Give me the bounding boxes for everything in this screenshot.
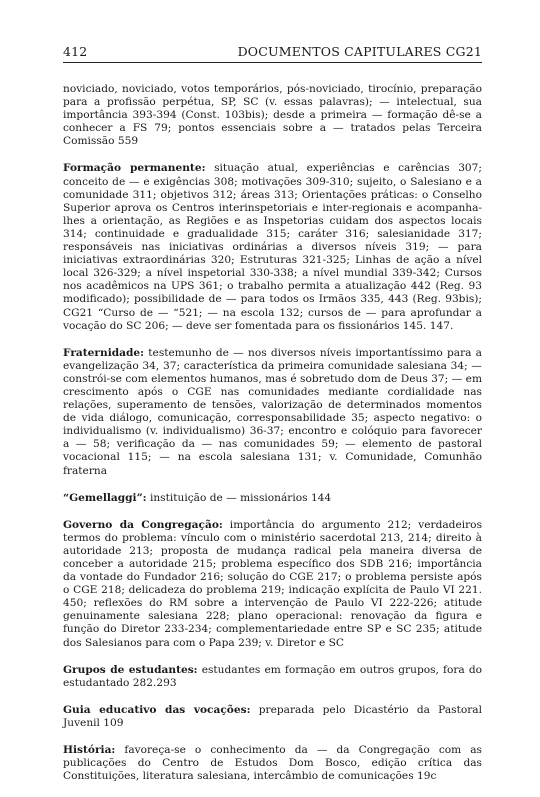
entry-text: testemunho de — nos diversos níveis importantíssimo para a evangelização 34, 37; característica da primeira comunidade salesiana 34; — constrói-se com elementos humanos, mas é sobretudo dom de Deus 37; — em crescimento após o CGE nas comunidades mediante cordialidade nas relações, superamento de tensões, valorização de determinados momentos de vida diálogo, comunicação, corresponsabilidade 35; aspecto negativo: o individualismo (v. individualismo) 36-37; encontro e colóquio para favorecer a — 58; verificação da — nas comunidades 59; — elemento de pastoral vocacional 115; — na escola salesiana 131; v. Comunidade, Comunhão fraterna	[63, 346, 482, 477]
page-number: 412	[63, 44, 88, 59]
index-entry	[63, 162, 482, 332]
entry-term: Governo da Congregação:	[63, 518, 223, 531]
entry-term: Formação permanente:	[63, 162, 206, 175]
entry-text: instituição de — missionários 144	[146, 491, 332, 504]
index-entry	[63, 83, 482, 148]
index-entry	[63, 664, 482, 690]
entry-text: situação atual, experiências e carências 307; conceito de — e exigências 308; motivações 309-310; sujeito, o Salesiano e a comunidade 311; objetivos 312; áreas 313; Orientações práticas: o Conselho Superior aprova os Centros interinspetoriais e inter-regionais e acompanha-lhes a orientação, as Regiões e as Inspetorias cuidam dos aspectos locais 314; continuidade e gradualidade 315; caráter 316; salesianidade 317; responsáveis nas iniciativas ordinárias a diversos níveis 319; — para iniciativas extraordinárias 320; Estruturas 321-325; Linhas de ação a nível local 326-329; a nível inspetorial 330-338; a nível mundial 339-342; Cursos nos acadêmicos na UPS 361; o trabalho permita a atualização 442 (Reg. 93 modificado); possibilidade de — para todos os Irmãos 335, 443 (Reg. 93bis); CG21 “Curso de — “521; — na escola 132; cursos de — para aprofundar a vocação do SC 206; — deve ser fomentada para os fissionários 145. 147.	[63, 162, 482, 332]
index-entry	[63, 704, 482, 730]
index-entry	[63, 519, 482, 650]
index-entry	[63, 744, 482, 783]
entry-text: importância do argumento 212; verdadeiros termos do problema: vínculo com o ministério sacerdotal 213, 214; direito à autoridade 213; proposta de mudança radical pela maneira diversa de conceber a autoridade 215; problema específico dos SDB 216; importância da vontade do Fundador 216; solução do CGE 217; o problema persiste após o CGE 218; delicadeza do problema 219; indicação explícita de Paulo VI 221. 450; reflexões do RM sobre a intervenção de Paulo VI 222-226; atitude genuinamente salesiana 228; plano operacional: renovação da figura e função do Diretor 233-234; complementariedade entre SP e SC 235; atitude dos Salesianos para com o Papa 239; v. Diretor e SC	[63, 518, 482, 649]
entry-term: “Gemellaggi”:	[63, 491, 147, 504]
running-title: DOCUMENTOS CAPITULARES CG21	[237, 44, 482, 59]
running-header	[63, 44, 482, 63]
index-entry	[63, 347, 482, 478]
entry-term: Guia educativo das vocações:	[63, 703, 251, 716]
entry-text: estudantes em formação em outros grupos, fora do estudantado 282.293	[63, 663, 482, 689]
entry-text: preparada pelo Dicastério da Pastoral Juvenil 109	[63, 703, 482, 729]
entry-term: História:	[63, 744, 116, 757]
entry-term: Grupos de estudantes:	[63, 663, 198, 676]
entry-text: favoreça-se o conhecimento da — da Congregação com as publicações do Centro de Estudos Dom Bosco, edição crítica das Constituições, literatura salesiana, intercâmbio de comunicações 19c	[63, 744, 482, 783]
entry-text: noviciado, noviciado, votos temporários, pós-noviciado, tirocínio, preparação para a profissão perpétua, SP, SC (v. essas palavras); — intelectual, sua importância 393-394 (Const. 103bis); desde a primeira — formação dê-se a conhecer a FS 79; pontos essenciais sobre a — tratados pelas Terceira Comissão 559	[63, 83, 482, 148]
index-entry	[63, 492, 482, 505]
page	[63, 44, 482, 797]
entry-term: Fraternidade:	[63, 346, 145, 359]
